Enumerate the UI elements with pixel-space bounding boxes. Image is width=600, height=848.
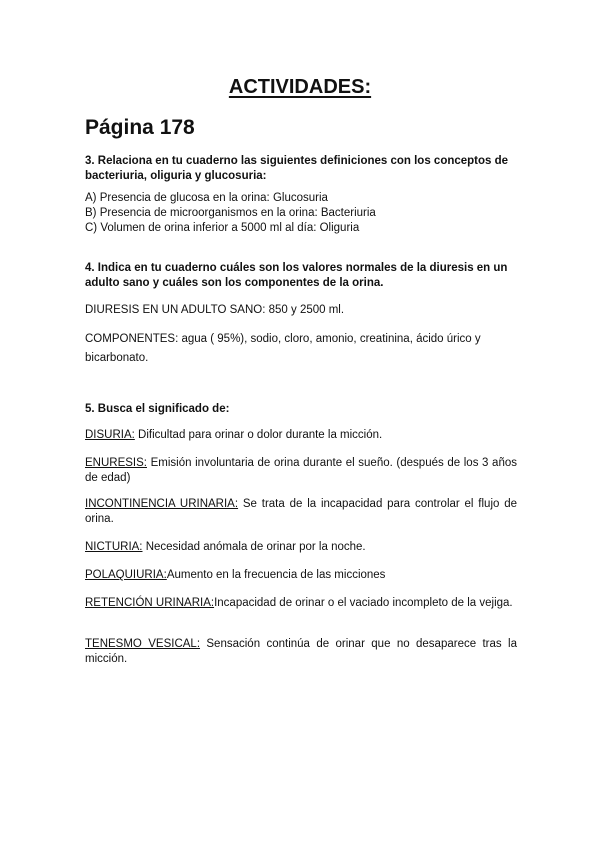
- term-definition: Sensación continúa de orinar que no desaparece tras la micción.: [85, 638, 517, 665]
- term-label: DISURIA:: [85, 429, 135, 441]
- answer-c: C) Volumen de orina inferior a 5000 ml al día: Oliguria: [85, 222, 360, 234]
- document-heading: ACTIVIDADES:: [228, 76, 372, 98]
- definition-tenesmo: [85, 637, 517, 667]
- term-label: ENURESIS:: [85, 457, 147, 469]
- definition-disuria: [85, 428, 517, 443]
- term-definition: Necesidad anómala de orinar por la noche.: [142, 541, 366, 553]
- question-3-answers: [85, 191, 517, 236]
- question-3-text: 3. Relaciona en tu cuaderno las siguientes definiciones con los conceptos de bacteriuria, oliguria y glucosuria:: [85, 155, 509, 182]
- term-definition: Dificultad para orinar o dolor durante la micción.: [134, 429, 383, 441]
- term-label: RETENCIÓN URINARIA:: [85, 597, 215, 609]
- term-label: NICTURIA:: [85, 541, 143, 553]
- answer-b: B) Presencia de microorganismos en la orina: Bacteriuria: [85, 207, 376, 219]
- definition-retencion: [85, 596, 517, 611]
- term-definition: Se trata de la incapacidad para controlar el flujo de orina.: [85, 498, 518, 525]
- question-4: [85, 261, 517, 291]
- question-3: [85, 154, 517, 184]
- answer-a: A) Presencia de glucosa en la orina: Glucosuria: [85, 192, 328, 204]
- question-5-text: 5. Busca el significado de:: [85, 403, 230, 415]
- term-label: INCONTINENCIA URINARIA:: [85, 498, 239, 510]
- definition-nicturia: [85, 540, 517, 555]
- diuresis-answer: DIURESIS EN UN ADULTO SANO: 850 y 2500 ml.: [85, 304, 345, 316]
- term-definition: Aumento en la frecuencia de las micciones: [166, 569, 386, 581]
- term-definition: Incapacidad de orinar o el vaciado incompleto de la vejiga.: [214, 597, 513, 609]
- term-definition: Emisión involuntaria de orina durante el sueño. (después de los 3 años de edad): [85, 457, 517, 484]
- term-label: TENESMO VESICAL:: [85, 638, 201, 650]
- definition-incontinencia: [85, 497, 517, 527]
- componentes-answer: COMPONENTES: agua ( 95%), sodio, cloro, amonio, creatinina, ácido úrico y bicarbonato.: [85, 333, 481, 364]
- definition-polaquiuria: [85, 568, 517, 583]
- question-4-text: 4. Indica en tu cuaderno cuáles son los valores normales de la diuresis en un adulto sano y cuáles son los componentes de la orina.: [85, 262, 508, 289]
- definition-enuresis: [85, 456, 517, 486]
- term-label: POLAQUIURIA:: [85, 569, 167, 581]
- page-label: Página 178: [85, 116, 195, 139]
